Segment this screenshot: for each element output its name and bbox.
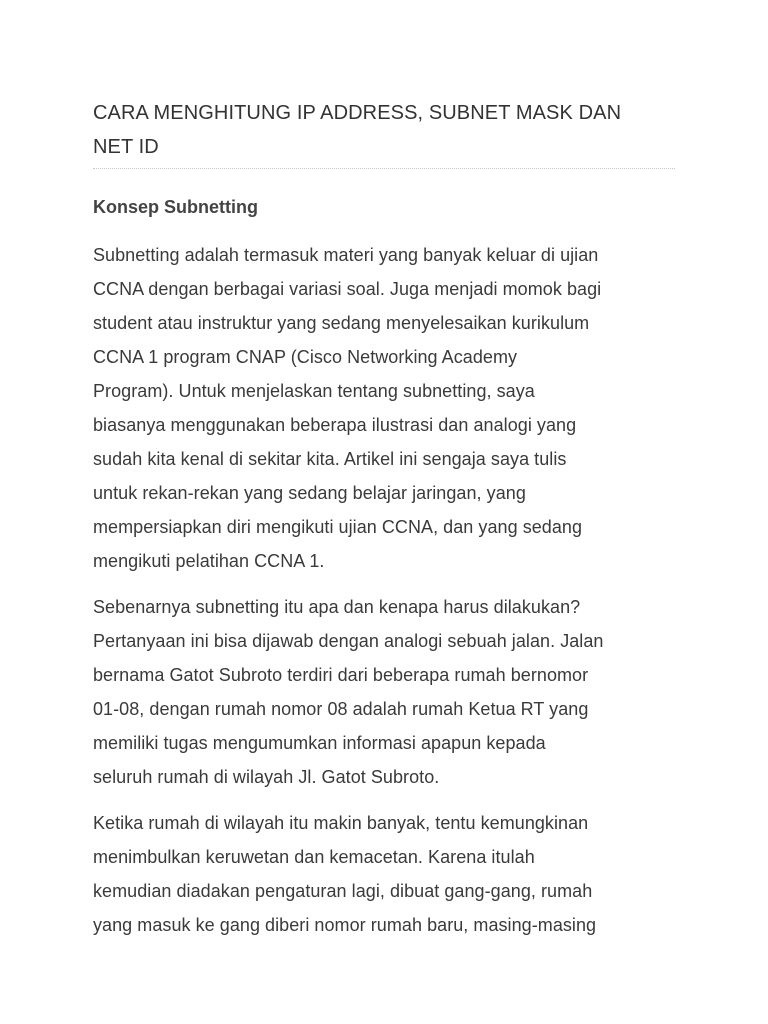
document-page [93,96,683,942]
title-line-2: NET ID [93,136,159,158]
paragraph-3: Ketika rumah di wilayah itu makin banyak, tentu kemungkinan menimbulkan keruwetan dan kemacetan. Karena itulah kemudian diadakan pengaturan lagi, dibuat gang-gang, rumah yang masuk ke gang diberi nomor rumah baru, masing-masing [93,813,597,935]
section-heading: Konsep Subnetting [93,197,258,217]
title-line-1: CARA MENGHITUNG IP ADDRESS, SUBNET MASK DAN [93,102,622,124]
paragraph-1: Subnetting adalah termasuk materi yang banyak keluar di ujian CCNA dengan berbagai variasi soal. Juga menjadi momok bagi student atau instruktur yang sedang menyelesaikan kurikulum CCNA 1 program CNAP (Cisco Networking Academy Program). Untuk menjelaskan tentang subnetting, saya biasanya menggunakan beberapa ilustrasi dan analogi yang sudah kita kenal di sekitar kita. Artikel ini sengaja saya tulis untuk rekan-rekan yang sedang belajar jaringan, yang mempersiapkan diri mengikuti ujian CCNA, dan yang sedang mengikuti pelatihan CCNA 1. [93,245,602,571]
paragraph-2: Sebenarnya subnetting itu apa dan kenapa harus dilakukan? Pertanyaan ini bisa dijawab dengan analogi sebuah jalan. Jalan bernama Gatot Subroto terdiri dari beberapa rumah bernomor 01-08, dengan rumah nomor 08 adalah rumah Ketua RT yang memiliki tugas mengumumkan informasi apapun kepada seluruh rumah di wilayah Jl. Gatot Subroto. [93,597,604,787]
document-title [93,96,675,169]
